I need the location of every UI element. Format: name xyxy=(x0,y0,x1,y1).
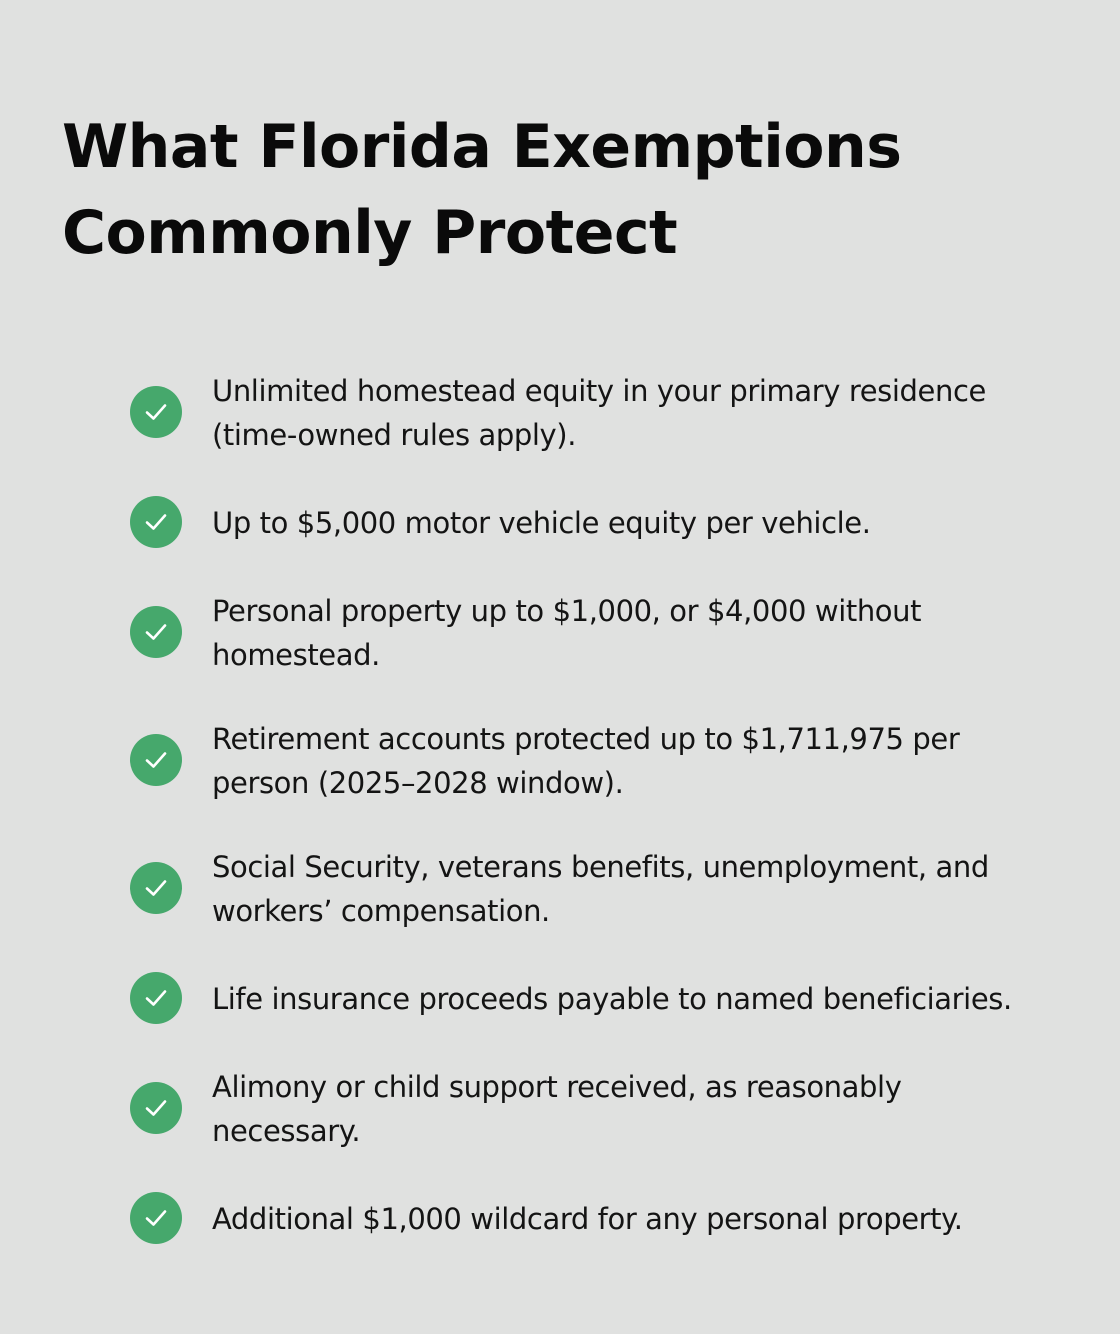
list-item-line: Personal property up to $1,000, or $4,000 without xyxy=(212,594,922,628)
title-line-1: What Florida Exemptions xyxy=(62,112,902,182)
check-icon xyxy=(130,606,182,658)
check-icon xyxy=(130,1192,182,1244)
list-item-line: Unlimited homestead equity in your primary residence xyxy=(212,374,986,408)
list-item-text xyxy=(212,369,1072,457)
list-item-line: Social Security, veterans benefits, unemployment, and xyxy=(212,850,989,884)
check-icon xyxy=(130,1082,182,1134)
list-item-text xyxy=(212,501,1072,545)
list-item-line: Additional $1,000 wildcard for any personal property. xyxy=(212,1202,963,1236)
list-item-line: necessary. xyxy=(212,1114,361,1148)
list-item-text xyxy=(212,589,1072,677)
list-item-line: (time-owned rules apply). xyxy=(212,418,577,452)
check-icon xyxy=(130,386,182,438)
list-item-line: Alimony or child support received, as reasonably xyxy=(212,1070,902,1104)
check-icon xyxy=(130,496,182,548)
title-line-2: Commonly Protect xyxy=(62,198,678,268)
list-item-text xyxy=(212,977,1072,1021)
list-item-text xyxy=(212,1065,1072,1153)
page-title xyxy=(62,104,1062,276)
list-item-text xyxy=(212,845,1072,933)
list-item-text xyxy=(212,717,1072,805)
check-icon xyxy=(130,734,182,786)
check-icon xyxy=(130,972,182,1024)
list-item-text xyxy=(212,1197,1072,1241)
list-item-line: Up to $5,000 motor vehicle equity per vehicle. xyxy=(212,506,871,540)
list-item-line: Retirement accounts protected up to $1,711,975 per xyxy=(212,722,960,756)
list-item-line: person (2025–2028 window). xyxy=(212,766,624,800)
check-icon xyxy=(130,862,182,914)
list-item-line: Life insurance proceeds payable to named beneficiaries. xyxy=(212,982,1012,1016)
list-item-line: workers’ compensation. xyxy=(212,894,550,928)
list-item-line: homestead. xyxy=(212,638,380,672)
